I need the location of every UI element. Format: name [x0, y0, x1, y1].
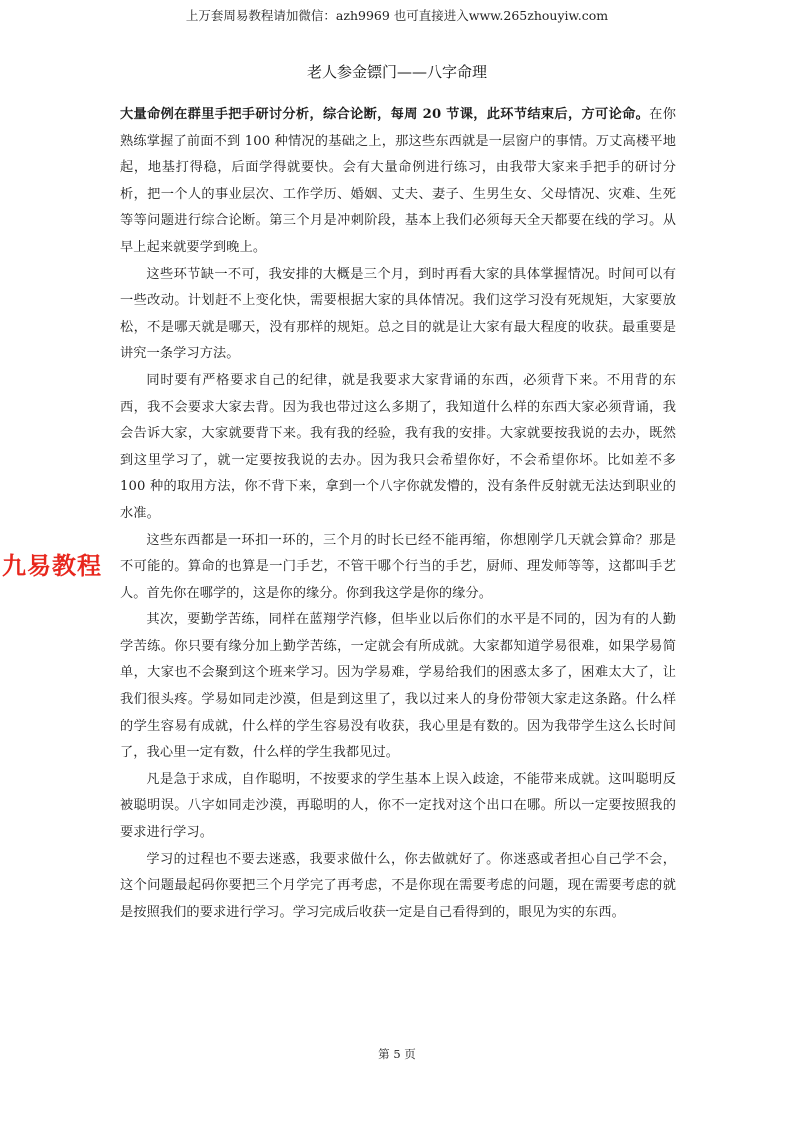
paragraph-6: 凡是急于求成，自作聪明，不按要求的学生基本上误入歧途，不能带来成就。这叫聪明反被聪明误。八字如同走沙漠，再聪明的人，你不一定找对这个出口在哪。所以一定要按照我的要求进行学习。 — [120, 771, 676, 841]
paragraph-7: 学习的过程也不要去迷惑，我要求做什么，你去做就好了。你迷惑或者担心自己学不会，这个问题最起码你要把三个月学完了再考虑，不是你现在需要考虑的问题，现在需要考虑的就是按照我们的要求进行学习。学习完成后收获一定是自己看得到的，眼见为实的东西。 — [120, 851, 676, 920]
paragraph-1 — [120, 102, 676, 262]
paragraph-2: 这些环节缺一不可，我安排的大概是三个月，到时再看大家的具体掌握情况。时间可以有一些改动。计划赶不上变化快，需要根据大家的具体情况。我们这学习没有死规矩，大家要放松，不是哪天就是哪天，没有那样的规矩。总之目的就是让大家有最大程度的收获。最重要是讲究一条学习方法。 — [120, 266, 676, 362]
paragraph-1-text: 在你熟练掌握了前面不到 100 种情况的基础之上，那这些东西就是一层窗户的事情。万丈高楼平地起，地基打得稳，后面学得就要快。会有大量命例进行练习，由我带大家来手把手的研讨分析，把一个人的事业层次、工作学历、婚姻、丈夫、妻子、生男生女、父母情况、灾难、生死等等问题进行综合论断。第三个月是冲刺阶段，基本上我们必须每天全天都要在线的学习。从早上起来就要学到晚上。 — [120, 107, 676, 255]
paragraph-5: 其次，要勤学苦练，同样在蓝翔学汽修，但毕业以后你们的水平是不同的，因为有的人勤学苦练。你只要有缘分加上勤学苦练，一定就会有所成就。大家都知道学易很难，如果学易简单，大家也不会聚到这个班来学习。因为学易难，学易给我们的困惑太多了，困难太大了，让我们很头疼。学易如同走沙漠，但是到这里了，我以过来人的身份带领大家走这条路。什么样的学生容易有成就，什么样的学生容易没有收获，我心里是有数的。因为我带学生这么长时间了，我心里一定有数，什么样的学生我都见过。 — [120, 612, 676, 761]
body-text — [120, 102, 676, 926]
watermark-logo: 九易教程 — [2, 552, 102, 580]
document-title: 老人参金镖门——八字命理 — [306, 63, 487, 81]
paragraph-1-bold-lead: 大量命例在群里手把手研讨分析，综合论断，每周 20 节课，此环节结束后，方可论命。 — [120, 107, 650, 122]
paragraph-3: 同时要有严格要求自己的纪律，就是我要求大家背诵的东西，必须背下来。不用背的东西，我不会要求大家去背。因为我也带过这么多期了，我知道什么样的东西大家必须背诵，我会告诉大家，大家就要背下来。我有我的经验，我有我的安排。大家就要按我说的去办，既然到这里学习了，就一定要按我说的去办。因为我只会希望你好，不会希望你坏。比如差不多 100 种的取用方法，你不背下来，拿到一个八字你就发懵的，没有条件反射就无法达到职业的水准。 — [120, 372, 676, 521]
page-header: 上万套周易教程请加微信：azh9969 也可直接进入www.265zhouyiw.com — [185, 8, 609, 23]
page-number: 第 5 页 — [378, 1047, 416, 1061]
paragraph-4: 这些东西都是一环扣一环的，三个月的时长已经不能再缩，你想刚学几天就会算命？那是不可能的。算命的也算是一门手艺，不管干哪个行当的手艺，厨师、理发师等等，这都叫手艺人。首先你在哪学的，这是你的缘分。你到我这学是你的缘分。 — [120, 532, 676, 601]
